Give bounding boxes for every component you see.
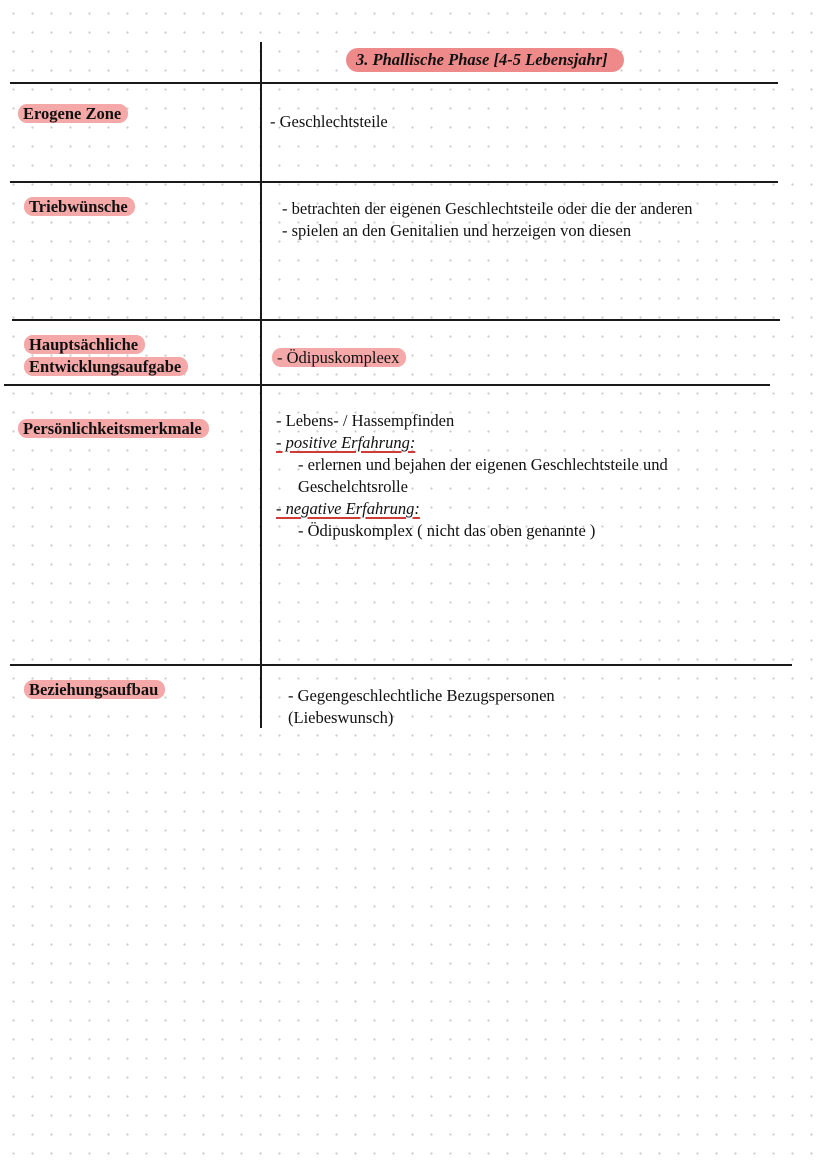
label-text: Triebwünsche	[24, 197, 135, 216]
row-divider-header	[10, 82, 778, 84]
label-text-line-2: Entwicklungsaufgabe	[24, 357, 188, 376]
row-content-persoenlichkeitsmerkmale	[276, 410, 668, 542]
row-divider-4	[10, 664, 792, 666]
content-line: - Ödipuskomplex ( nicht das oben genannte )	[298, 521, 596, 540]
row-label-erogene-zone	[18, 103, 128, 125]
content-line: - betrachten der eigenen Geschlechtsteile oder die der anderen	[282, 199, 693, 218]
content-line: (Liebeswunsch)	[288, 708, 394, 727]
row-content-entwicklungsaufgabe	[272, 347, 406, 369]
row-content-triebwuensche	[282, 198, 692, 242]
label-text-line-1: Hauptsächliche	[24, 335, 145, 354]
row-label-persoenlichkeitsmerkmale	[18, 418, 209, 440]
label-text: Erogene Zone	[18, 104, 128, 123]
page-title: 3. Phallische Phase [4-5 Lebensjahr]	[346, 48, 624, 72]
row-divider-1	[10, 181, 778, 183]
content-line: - Gegengeschlechtliche Bezugspersonen	[288, 686, 555, 705]
content-highlight: - Ödipuskompleex	[272, 348, 406, 367]
row-content-erogene-zone	[270, 111, 388, 133]
positive-heading: - positive Erfahrung:	[276, 433, 416, 452]
negative-heading: - negative Erfahrung:	[276, 499, 420, 518]
label-text: Beziehungsaufbau	[24, 680, 165, 699]
row-label-triebwuensche	[24, 196, 135, 218]
content-line: - Lebens- / Hassempfinden	[276, 411, 455, 430]
content-line: - Geschlechtsteile	[270, 112, 388, 131]
row-content-beziehungsaufbau	[288, 685, 555, 729]
content-line: - spielen an den Genitalien und herzeigen von diesen	[282, 221, 632, 240]
content-line: - erlernen und bejahen der eigenen Geschlechtsteile und	[298, 455, 668, 474]
row-divider-3	[4, 384, 770, 386]
content-line: Geschelchtsrolle	[298, 477, 408, 496]
row-divider-2	[12, 319, 780, 321]
row-label-entwicklungsaufgabe	[24, 334, 188, 378]
row-label-beziehungsaufbau	[24, 679, 165, 701]
label-text: Persönlichkeitsmerkmale	[18, 419, 209, 438]
